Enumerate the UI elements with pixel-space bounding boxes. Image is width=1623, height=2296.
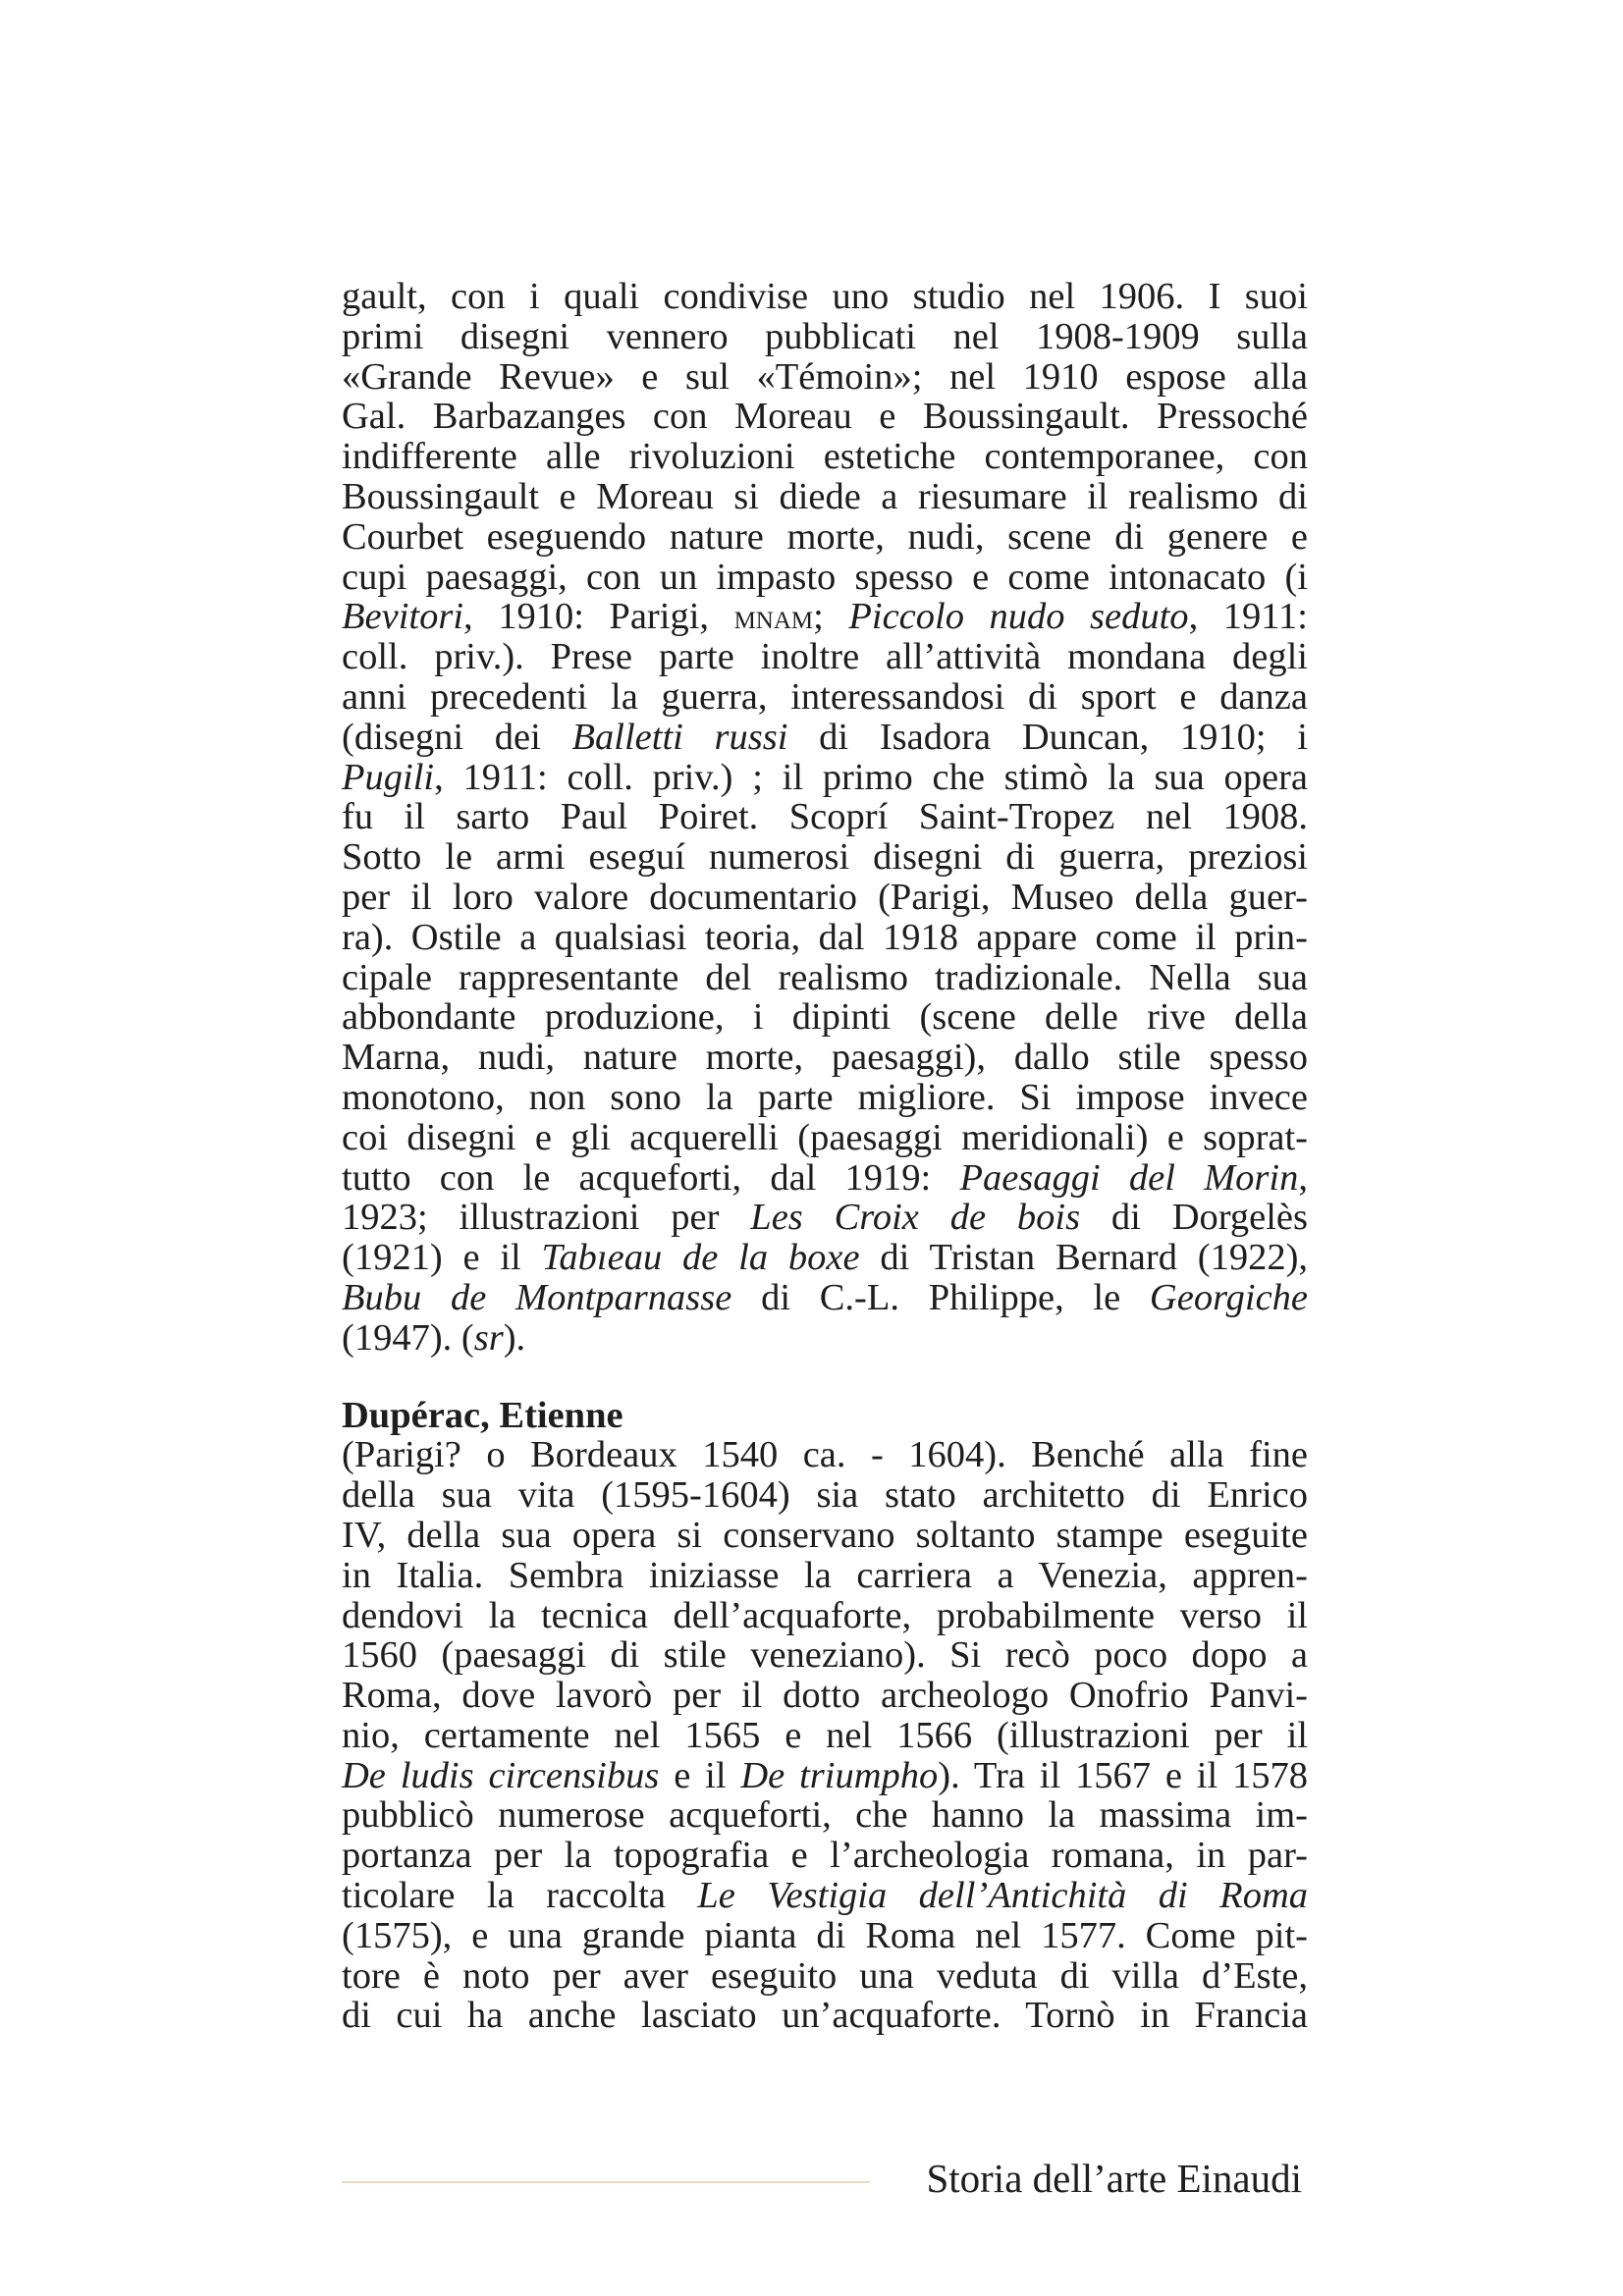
- text-line: [342, 277, 1308, 317]
- text-line: [342, 637, 1308, 677]
- italic-title: Piccolo nudo seduto: [848, 596, 1189, 638]
- text-line: [342, 797, 1308, 837]
- text-run: per il loro valore documentario (Parigi, Museo della guer-: [342, 876, 1308, 918]
- text-run: Boussingault e Moreau si diede a riesumare il realismo di: [342, 475, 1308, 517]
- text-line: [342, 1596, 1308, 1636]
- text-column: [342, 277, 1308, 2036]
- text-run: , 1910: Parigi,: [463, 596, 734, 638]
- text-line: [342, 397, 1308, 437]
- text-line: [342, 1635, 1308, 1676]
- text-run: (1575), e una grande pianta di Roma nel 1577. Come pit-: [342, 1914, 1308, 1956]
- italic-title: sr: [473, 1316, 504, 1359]
- text-line: [342, 1318, 1308, 1359]
- text-run: gault, con i quali condivise uno studio nel 1906. I suoi: [342, 276, 1308, 317]
- italic-title: Bubu de Montparnasse: [342, 1276, 732, 1318]
- text-run: di cui ha anche lasciato un’acquaforte. Tornò in Francia: [342, 1995, 1308, 2037]
- text-line: [342, 597, 1308, 637]
- small-caps-abbrev: mnam: [733, 597, 814, 637]
- text-run: ).: [503, 1316, 526, 1359]
- text-line: [342, 517, 1308, 558]
- text-line: [342, 677, 1308, 718]
- text-run: fu il sarto Paul Poiret. Scoprí Saint-Tropez nel 1908.: [342, 796, 1308, 838]
- text-run: ,: [1298, 1156, 1308, 1199]
- text-run: 1560 (paesaggi di stile veneziano). Si recò poco dopo a: [342, 1634, 1308, 1677]
- text-run: (1921) e il: [342, 1237, 542, 1279]
- text-line: [342, 558, 1308, 598]
- text-run: Marna, nudi, nature morte, paesaggi), dallo stile spesso: [342, 1037, 1308, 1079]
- text-run: portanza per la topografia e l’archeologia romana, in par-: [342, 1835, 1308, 1877]
- text-line: [342, 837, 1308, 878]
- text-line: [342, 1278, 1308, 1318]
- text-run: (disegni dei: [342, 716, 572, 758]
- text-line: [342, 357, 1308, 398]
- italic-title: De triumpho: [740, 1754, 939, 1796]
- text-line: [342, 1516, 1308, 1556]
- text-run: dendovi la tecnica dell’acquaforte, probabilmente verso il: [342, 1594, 1308, 1636]
- text-run: coll. priv.). Prese parte inoltre all’attività mondana degli: [342, 636, 1308, 678]
- entry-continuation: [342, 277, 1308, 1359]
- text-line: [342, 437, 1308, 477]
- text-line: [342, 1238, 1308, 1278]
- text-run: di C.-L. Philippe, le: [731, 1276, 1150, 1318]
- text-line: [342, 1716, 1308, 1756]
- text-line: [342, 1078, 1308, 1118]
- text-line: [342, 1676, 1308, 1716]
- text-line: [342, 1556, 1308, 1596]
- text-line: [342, 997, 1308, 1038]
- text-line: [342, 1756, 1308, 1796]
- text-run: tore è noto per aver eseguito una veduta di villa d’Este,: [342, 1954, 1308, 1997]
- text-run: di Dorgelès: [1080, 1197, 1309, 1239]
- text-run: cupi paesaggi, con un impasto spesso e come intonacato (i: [342, 556, 1308, 598]
- text-line: [342, 1956, 1308, 1997]
- text-run: coi disegni e gli acquerelli (paesaggi meridionali) e soprat-: [342, 1116, 1308, 1158]
- text-run: (Parigi? o Bordeaux 1540 ca. - 1604). Benché alla fine: [342, 1434, 1308, 1476]
- footer-rule: [342, 2181, 870, 2183]
- text-line: [342, 477, 1308, 517]
- italic-title: Georgiche: [1149, 1276, 1308, 1318]
- text-run: pubblicò numerose acqueforti, che hanno la massima im-: [342, 1794, 1308, 1837]
- text-line: [342, 1118, 1308, 1158]
- text-line: [342, 718, 1308, 758]
- italic-title: Les Croix de bois: [750, 1197, 1081, 1239]
- text-run: «Grande Revue» e sul «Témoin»; nel 1910 espose alla: [342, 355, 1308, 398]
- text-line: [342, 958, 1308, 998]
- text-line: [342, 1795, 1308, 1836]
- text-run: di Tristan Bernard (1922),: [859, 1237, 1309, 1279]
- text-line: [342, 317, 1308, 357]
- text-run: abbondante produzione, i dipinti (scene delle rive della: [342, 996, 1308, 1039]
- italic-title: Tabıeau de la boxe: [541, 1237, 860, 1279]
- italic-title: Le Vestigia dell’Antichità di Roma: [697, 1875, 1308, 1917]
- text-run: ;: [813, 596, 849, 638]
- text-line: [342, 1916, 1308, 1956]
- italic-title: Paesaggi del Morin: [959, 1156, 1299, 1199]
- italic-title: Pugili: [342, 756, 435, 798]
- italic-title: Balletti russi: [571, 716, 788, 758]
- text-run: Sotto le armi eseguí numerosi disegni di guerra, preziosi: [342, 836, 1308, 879]
- text-run: (1947). (: [342, 1316, 474, 1359]
- text-run: , 1911:: [1188, 596, 1308, 638]
- text-run: ticolare la raccolta: [342, 1875, 698, 1917]
- text-run: indifferente alle rivoluzioni estetiche contemporanee, con: [342, 436, 1308, 478]
- text-run: cipale rappresentante del realismo tradizionale. Nella sua: [342, 956, 1308, 998]
- text-line: [342, 878, 1308, 918]
- text-run: Courbet eseguendo nature morte, nudi, scene di genere e: [342, 515, 1308, 558]
- text-line: [342, 918, 1308, 958]
- text-run: anni precedenti la guerra, interessandosi di sport e danza: [342, 675, 1308, 718]
- text-run: ). Tra il 1567 e il 1578: [938, 1754, 1309, 1796]
- footer-title: Storia dell’arte Einaudi: [926, 2156, 1302, 2201]
- text-run: in Italia. Sembra iniziasse la carriera a Venezia, appren-: [342, 1554, 1308, 1596]
- text-run: tutto con le acqueforti, dal 1919:: [342, 1156, 960, 1199]
- text-run: ra). Ostile a qualsiasi teoria, dal 1918 appare come il prin-: [342, 916, 1308, 958]
- text-line: [342, 1475, 1308, 1516]
- text-line: [342, 1435, 1308, 1475]
- text-run: Gal. Barbazanges con Moreau e Boussingault. Pressoché: [342, 396, 1308, 438]
- text-line: [342, 1158, 1308, 1199]
- italic-title: Bevitori: [342, 596, 464, 638]
- text-line: [342, 1198, 1308, 1238]
- text-run: 1923; illustrazioni per: [342, 1197, 751, 1239]
- text-run: e il: [659, 1754, 741, 1796]
- text-line: [342, 1836, 1308, 1876]
- entry-body: [342, 1435, 1308, 2036]
- text-run: monotono, non sono la parte migliore. Si impose invece: [342, 1076, 1308, 1118]
- text-line: [342, 758, 1308, 798]
- text-run: della sua vita (1595-1604) sia stato architetto di Enrico: [342, 1474, 1308, 1517]
- entry-heading: Dupérac, Etienne: [342, 1394, 623, 1436]
- text-run: IV, della sua opera si conservano soltanto stampe eseguite: [342, 1514, 1308, 1556]
- text-line: [342, 1038, 1308, 1078]
- text-run: di Isadora Duncan, 1910; i: [787, 716, 1309, 758]
- text-run: Roma, dove lavorò per il dotto archeologo Onofrio Panvi-: [342, 1675, 1308, 1717]
- text-run: nio, certamente nel 1565 e nel 1566 (illustrazioni per il: [342, 1714, 1308, 1756]
- text-line: [342, 1996, 1308, 2036]
- text-run: , 1911: coll. priv.) ; il primo che stimò la sua opera: [434, 756, 1308, 798]
- text-line: [342, 1876, 1308, 1916]
- italic-title: De ludis circensibus: [342, 1754, 660, 1796]
- text-run: primi disegni vennero pubblicati nel 1908-1909 sulla: [342, 315, 1308, 357]
